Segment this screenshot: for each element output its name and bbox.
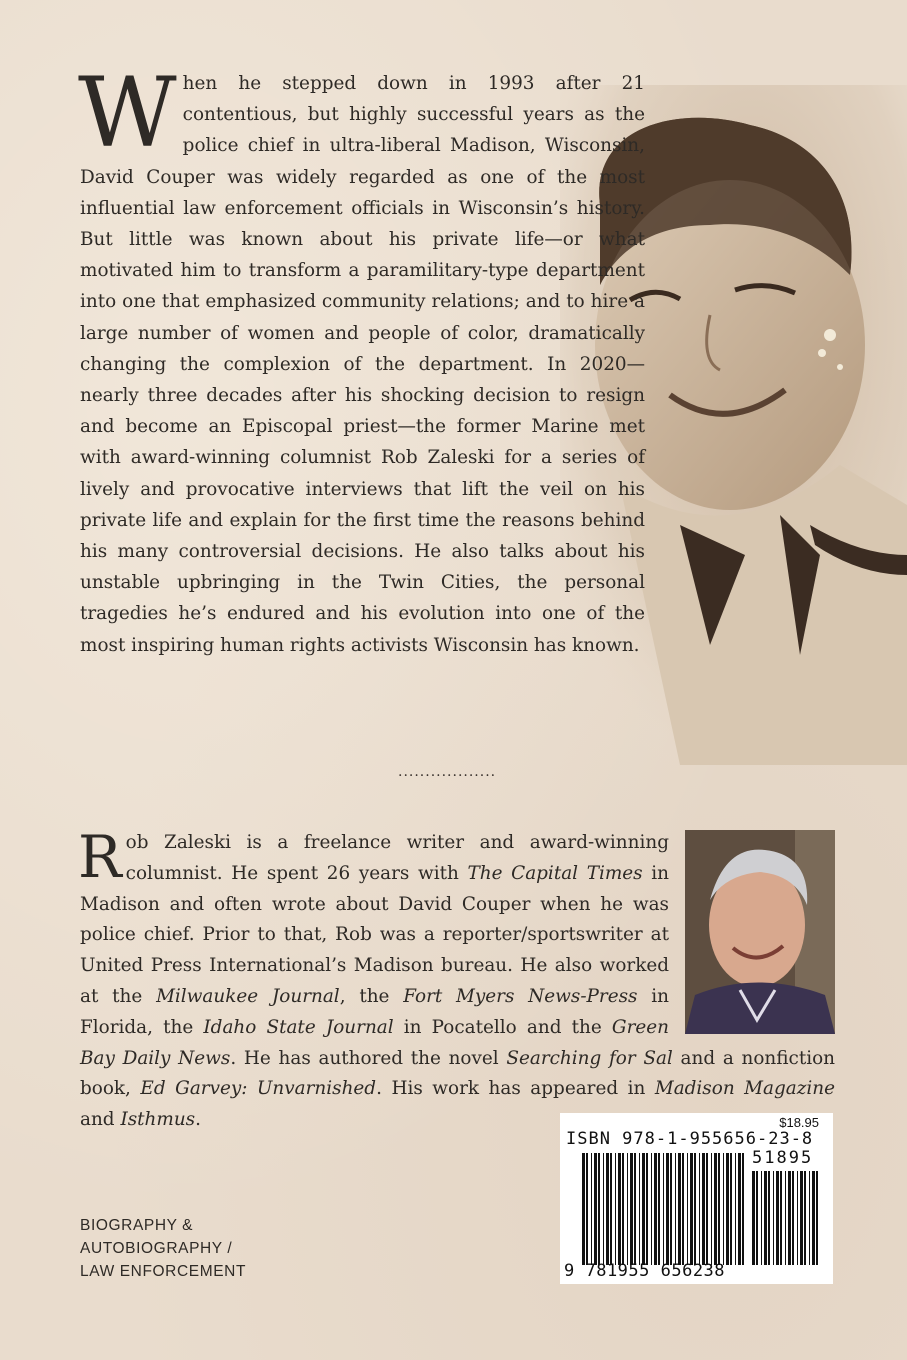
book-title: Searching for Sal bbox=[506, 1047, 673, 1069]
barcode-bar bbox=[675, 1153, 676, 1265]
barcode-bar bbox=[711, 1153, 712, 1265]
barcode-bar bbox=[639, 1153, 640, 1265]
barcode-bar bbox=[690, 1153, 693, 1265]
barcode-bar bbox=[603, 1153, 604, 1265]
bio-text: and bbox=[80, 1109, 121, 1131]
barcode-bar bbox=[699, 1153, 700, 1265]
addon-barcode-bars bbox=[752, 1171, 822, 1265]
addon-number: 51895 bbox=[752, 1148, 814, 1168]
publication-title: Idaho State Journal bbox=[203, 1016, 394, 1038]
category-label bbox=[80, 1214, 246, 1283]
barcode-bar bbox=[773, 1171, 774, 1265]
isbn-barcode bbox=[560, 1113, 833, 1284]
barcode-bar bbox=[594, 1153, 597, 1265]
publication-title: The Capital Times bbox=[467, 862, 643, 884]
publication-title: Fort Myers News-Press bbox=[403, 985, 638, 1007]
barcode-bar bbox=[627, 1153, 628, 1265]
publication-title: Milwaukee Journal bbox=[156, 985, 340, 1007]
barcode-bar bbox=[586, 1153, 588, 1265]
publication-title: Green Bay Daily News bbox=[80, 1016, 670, 1069]
blurb-text: hen he stepped down in 1993 after 21 contentious, but highly successful years as the police chief in ultra-liberal Madison, Wisconsin, David Couper was widely regarded as one of the most influential law enforcement officials in Wisconsin’s history. But little was known about his private life—or what motivated him to transform a paramilitary-type department into one that emphasized community relations; and to hire a large number of women and people of color, dramatically changing the complexion of the department. In 2020—nearly three decades after his shocking decision to resign and become an Episcopal priest—the former Marine met with award-winning columnist Rob Zaleski for a series of lively and provocative interviews that lift the veil on his private life and explain for the first time the reasons behind his many controversial decisions. He also talks about his unstable upbringing in the Twin Cities, the personal tragedies he’s endured and his evolution into one of the most inspiring human rights activists Wisconsin has known. bbox=[80, 73, 645, 656]
barcode-bar bbox=[646, 1153, 648, 1265]
barcode-bar bbox=[738, 1153, 741, 1265]
barcode-bar bbox=[780, 1171, 782, 1265]
barcode-bar bbox=[591, 1153, 592, 1265]
barcode-bar bbox=[615, 1153, 616, 1265]
barcode-bar bbox=[714, 1153, 717, 1265]
barcode-bar bbox=[723, 1153, 724, 1265]
barcode-bar bbox=[610, 1153, 612, 1265]
bio-text: in Pocatello and the bbox=[393, 1016, 612, 1038]
barcode-bar bbox=[678, 1153, 681, 1265]
publication-title: Madison Magazine bbox=[654, 1078, 835, 1100]
barcode-bar bbox=[742, 1153, 744, 1265]
barcode-bar bbox=[606, 1153, 609, 1265]
author-photo bbox=[685, 830, 835, 1034]
barcode-bar bbox=[618, 1153, 621, 1265]
barcode-bar bbox=[764, 1171, 767, 1265]
barcode-bar bbox=[654, 1153, 657, 1265]
isbn-label: ISBN 978-1-955656-23-8 bbox=[566, 1129, 814, 1149]
bio-text: in Florida, the bbox=[80, 985, 670, 1038]
bio-text: . bbox=[195, 1109, 201, 1131]
barcode-bar bbox=[809, 1171, 810, 1265]
barcode-bar bbox=[788, 1171, 791, 1265]
barcode-bar bbox=[752, 1171, 755, 1265]
category-line: AUTOBIOGRAPHY / bbox=[80, 1240, 233, 1257]
barcode-bar bbox=[816, 1171, 818, 1265]
barcode-bar bbox=[797, 1171, 798, 1265]
barcode-bar bbox=[800, 1171, 803, 1265]
barcode-bars bbox=[582, 1153, 747, 1265]
price-label: $18.95 bbox=[779, 1115, 819, 1130]
bio-text: in Madison and often wrote about David Couper when he was police chief. Prior to that, Rob was a reporter/sportswriter at United Press International’s Madison bureau. He also worked at the bbox=[80, 862, 669, 1007]
barcode-bar bbox=[768, 1171, 770, 1265]
barcode-bar bbox=[792, 1171, 794, 1265]
dotted-separator: .................. bbox=[398, 764, 497, 780]
barcode-bar bbox=[682, 1153, 684, 1265]
barcode-bar bbox=[785, 1171, 786, 1265]
category-line: BIOGRAPHY & bbox=[80, 1217, 194, 1234]
barcode-bar bbox=[761, 1171, 762, 1265]
barcode-bar bbox=[658, 1153, 660, 1265]
barcode-bar bbox=[670, 1153, 672, 1265]
bio-text: , the bbox=[339, 985, 404, 1007]
barcode-bar bbox=[651, 1153, 652, 1265]
bio-text: ob Zaleski is a freelance writer and award-winning columnist. He spent 26 years with bbox=[125, 832, 669, 884]
isbn-digits: 9 781955 656238 bbox=[564, 1261, 726, 1281]
dropcap-w: W bbox=[78, 57, 177, 169]
barcode-bar bbox=[804, 1171, 806, 1265]
book-title: Ed Garvey: Unvarnished bbox=[140, 1078, 377, 1100]
barcode-bar bbox=[642, 1153, 645, 1265]
barcode-bar bbox=[663, 1153, 664, 1265]
category-line: LAW ENFORCEMENT bbox=[80, 1263, 247, 1280]
barcode-bar bbox=[730, 1153, 732, 1265]
author-bio bbox=[78, 823, 836, 1136]
barcode-bar bbox=[718, 1153, 720, 1265]
barcode-bar bbox=[776, 1171, 779, 1265]
barcode-bar bbox=[706, 1153, 708, 1265]
dropcap-r: R bbox=[78, 823, 122, 891]
barcode-bar bbox=[726, 1153, 729, 1265]
barcode-bar bbox=[666, 1153, 669, 1265]
barcode-bar bbox=[694, 1153, 696, 1265]
barcode-bar bbox=[630, 1153, 633, 1265]
bio-text: . He has authored the novel bbox=[230, 1047, 507, 1069]
barcode-bar bbox=[812, 1171, 815, 1265]
publication-title: Isthmus bbox=[120, 1109, 196, 1131]
description-blurb bbox=[78, 57, 645, 661]
barcode-bar bbox=[634, 1153, 636, 1265]
barcode-bar bbox=[702, 1153, 705, 1265]
barcode-bar bbox=[622, 1153, 624, 1265]
bio-text: and a nonfiction book, bbox=[80, 1047, 836, 1100]
bio-text: . His work has appeared in bbox=[376, 1078, 655, 1100]
barcode-bar bbox=[598, 1153, 600, 1265]
barcode-bar bbox=[687, 1153, 688, 1265]
barcode-bar bbox=[582, 1153, 585, 1265]
barcode-bar bbox=[756, 1171, 758, 1265]
barcode-bar bbox=[735, 1153, 736, 1265]
